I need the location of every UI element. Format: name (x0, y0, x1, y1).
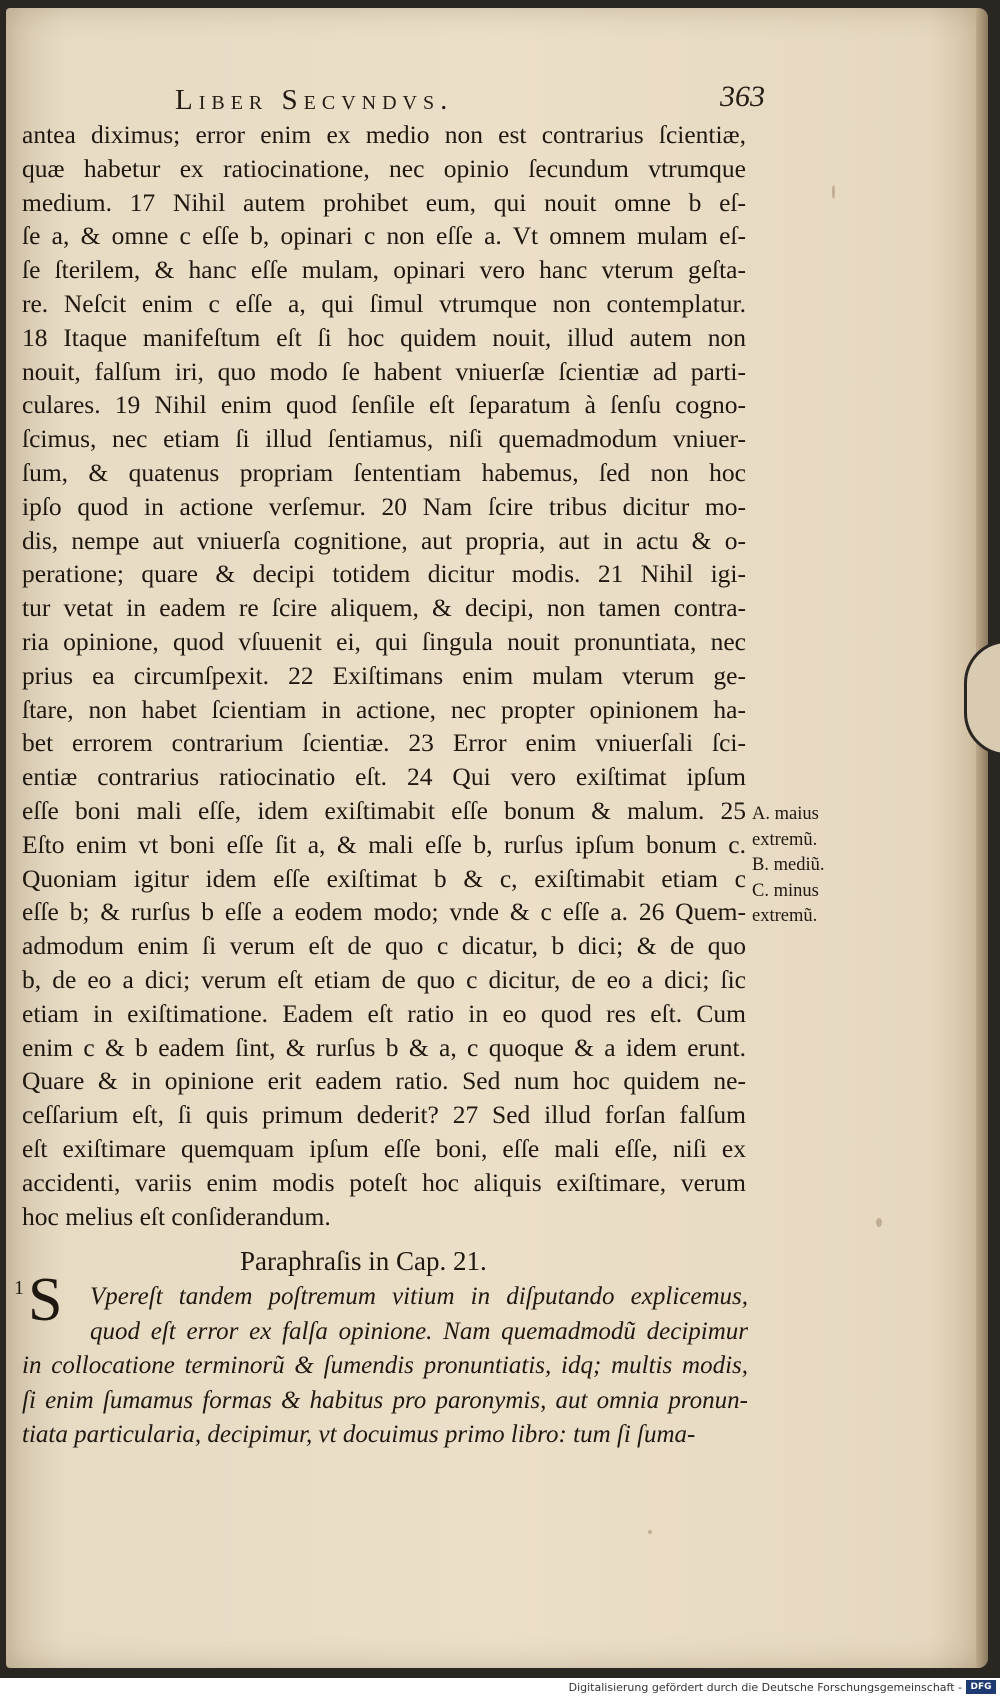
text-line: bet errorem contrarium ſcientiæ. 23 Error enim vniuerſali ſci- (22, 728, 746, 758)
text-line: re. Neſcit enim c eſſe a, qui ſimul vtrumque non contemplatur. (22, 288, 746, 318)
ink-spot (876, 1218, 882, 1227)
text-line: 18 Itaque manifeſtum eſt ſi hoc quidem nouit, illud autem non (22, 322, 746, 352)
text-line: ſe ſterilem, & hanc eſſe mulam, opinari vero hanc vterum geſta- (22, 255, 746, 285)
page-number: 363 (720, 80, 765, 113)
paraphrasis-line: quod eſt error ex falſa opinione. Nam quemadmodũ decipimur (90, 1317, 748, 1345)
text-line: admodum enim ſi verum eſt de quo c dicatur, b dici; & de quo (22, 931, 746, 961)
text-line: medium. 17 Nihil autem prohibet eum, qui nouit omne b eſ- (22, 187, 746, 217)
text-line: ipſo quod in actione verſemur. 20 Nam ſcire tribus dicitur mo- (22, 491, 746, 521)
margin-note-line: extremũ. (752, 829, 818, 850)
text-line: prius ea circumſpexit. 22 Exiſtimans enim mulam vterum ge- (22, 660, 746, 690)
paraphrasis-text (22, 1280, 748, 1453)
text-line: b, de eo a dici; verum eſt etiam de quo c dicitur, de eo a dici; ſic (22, 964, 746, 994)
text-line: Quoniam igitur idem eſſe exiſtimat b & c, exiſtimabit etiam c (22, 863, 746, 893)
text-line: ceſſarium eſt, ſi quis primum dederit? 27 Sed illud forſan falſum (22, 1100, 746, 1130)
section-heading: Paraphraſis in Cap. 21. (240, 1246, 487, 1276)
text-line: hoc melius eſt conſiderandum. (22, 1201, 331, 1231)
text-line: entiæ contrarius ratiocinatio eſt. 24 Qui vero exiſtimat ipſum (22, 762, 746, 792)
margin-note (752, 802, 862, 930)
margin-note-line: A. maius (752, 804, 819, 824)
paraphrasis-line: in collocatione terminorũ & ſumendis pronuntiatis, idq; multis modis, (22, 1352, 748, 1379)
margin-note-line: B. mediũ. (752, 855, 825, 875)
text-line: tur vetat in eadem re ſcire aliquem, & decipi, non tamen contra- (22, 593, 746, 623)
text-line: eſt exiſtimare quemquam ipſum eſſe boni, eſſe mali eſſe, niſi ex (22, 1133, 746, 1163)
text-line: nouit, falſum iri, quo modo ſe habent vniuerſæ ſcientiæ ad parti- (22, 356, 746, 386)
text-line: peratione; quare & decipi totidem dicitur modis. 21 Nihil igi- (22, 559, 746, 589)
ink-spot (648, 1530, 652, 1534)
text-line: Eſto enim vt boni eſſe ſit a, & mali eſſe b, rurſus ipſum bonum c. (22, 829, 746, 859)
margin-note-line: extremũ. (752, 906, 818, 926)
text-line: enim c & b eadem ſint, & rurſus b & a, c quoque & a idem erunt. (22, 1032, 746, 1062)
text-line: quæ habetur ex ratiocinatione, nec opinio ſecundum vtrumque (22, 153, 746, 183)
paraphrasis-line: ſi enim ſumamus formas & habitus pro paronymis, aut omnia pronun- (22, 1386, 748, 1414)
margin-note-line: C. minus (752, 880, 819, 901)
text-line: dis, nempe aut vniuerſa cognitione, aut propria, aut in actu & o- (22, 525, 746, 555)
text-line: Quare & in opinione erit eadem ratio. Sed num hoc quidem ne- (22, 1066, 746, 1096)
paraphrasis-number: 1 (14, 1277, 24, 1299)
text-line: eſſe b; & rurſus b eſſe a eodem modo; vnde & c eſſe a. 26 Quem- (22, 897, 746, 927)
text-line: accidenti, variis enim modis poteſt hoc aliquis exiſtimare, verum (22, 1167, 746, 1197)
main-text-block (22, 118, 746, 1233)
drop-capital: S (28, 1266, 63, 1334)
text-line: etiam in exiſtimatione. Eadem eſt ratio in eo quod res eſt. Cum (22, 998, 746, 1028)
text-line: ſe a, & omne c eſſe b, opinari c non eſſe a. Vt omnem mulam eſ- (22, 221, 746, 251)
running-title: Liber Secvndvs. (175, 84, 454, 116)
dfg-logo: DFG (966, 1680, 996, 1694)
digitization-credit: Digitalisierung gefördert durch die Deutsche Forschungsgemeinschaft - (568, 1681, 962, 1694)
page-edge (976, 8, 988, 1668)
ink-spot (832, 185, 835, 199)
text-line: culares. 19 Nihil enim quod ſenſile eſt ſeparatum à ſenſu cogno- (22, 390, 746, 420)
text-line: ria opinione, quod vſuuenit ei, qui ſingula nouit pronuntiata, nec (22, 626, 746, 656)
paraphrasis-line: Vpereſt tandem poſtremum vitium in diſputando explicemus, (90, 1283, 748, 1310)
text-line: ſtare, non habet ſcientiam in actione, nec propter opinionem ha- (22, 694, 746, 724)
text-line: ſum, & quatenus propriam ſententiam habemus, ſed non hoc (22, 457, 746, 487)
text-line: ſcimus, nec etiam ſi illud ſentiamus, niſi quemadmodum vniuer- (22, 424, 746, 454)
text-line: antea diximus; error enim ex medio non est contrarius ſcientiæ, (22, 120, 746, 149)
text-line: eſſe boni mali eſſe, idem exiſtimabit eſſe bonum & malum. 25 (22, 795, 746, 825)
paraphrasis-line: tiata particularia, decipimur, vt docuimus primo libro: tum ſi ſuma- (22, 1421, 696, 1448)
